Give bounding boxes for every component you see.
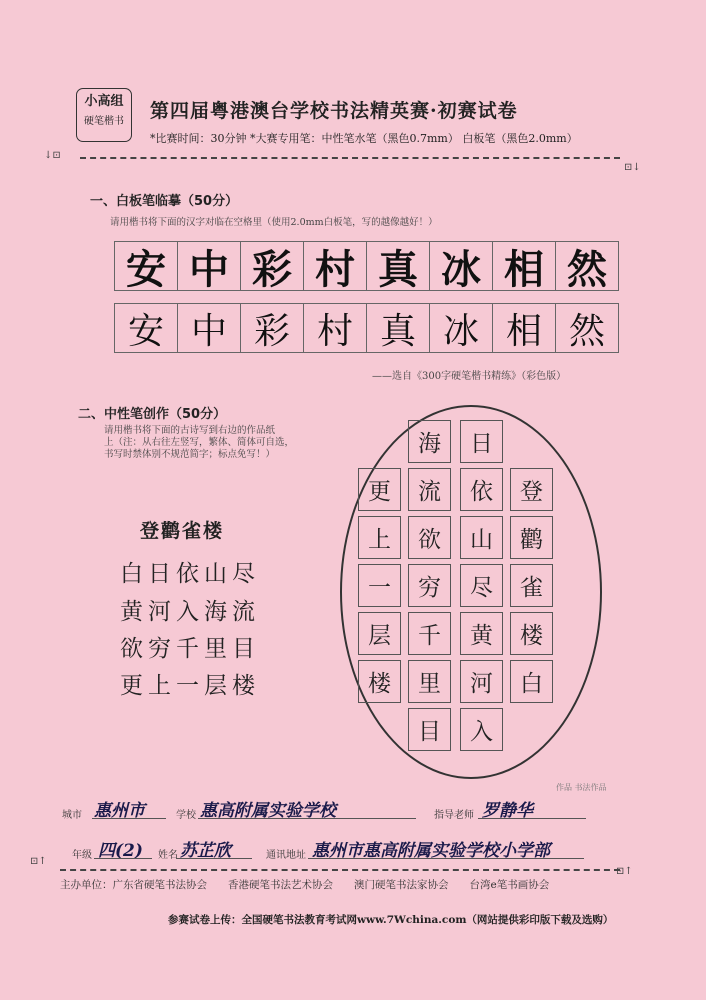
grid-char: 流 — [408, 468, 451, 511]
teacher-underline — [478, 818, 586, 819]
grid-char: 山 — [460, 516, 503, 559]
grade-underline — [94, 858, 152, 859]
address-label: 通讯地址 — [266, 850, 306, 861]
grid-char: 目 — [408, 708, 451, 751]
grid-char: 欲 — [408, 516, 451, 559]
teacher-label: 指导老师 — [434, 810, 474, 821]
grade-value: 四(2) — [98, 841, 143, 861]
model-char: 真 — [367, 241, 430, 291]
grid-char: 依 — [460, 468, 503, 511]
model-char: 安 — [114, 241, 178, 291]
grid-char: 白 — [510, 660, 553, 703]
grid-char: 更 — [358, 468, 401, 511]
city-underline — [92, 818, 166, 819]
school-label: 学校 — [176, 810, 196, 821]
model-char: 村 — [304, 241, 367, 291]
poem-line: 欲穷千里目 — [120, 636, 260, 662]
city-value: 惠州市 — [94, 801, 145, 821]
footer-divider — [60, 869, 620, 871]
model-char: 中 — [178, 241, 241, 291]
page-subtitle: *比赛时间：30分钟 *大赛专用笔：中性笔水笔（黑色0.7mm） 白板笔（黑色2.0mm） — [150, 132, 578, 145]
section1-instruction: 请用楷书将下面的汉字对临在空格里（使用2.0mm白板笔，写的越像越好！） — [110, 217, 438, 228]
address-value: 惠州市惠高附属实验学校小学部 — [312, 841, 550, 861]
grid-char: 河 — [460, 660, 503, 703]
group-label: 小高组 — [84, 94, 124, 109]
model-char: 然 — [556, 241, 619, 291]
grid-char: 鹳 — [510, 516, 553, 559]
grade-label: 年级 — [72, 850, 92, 861]
copied-char: 冰 — [430, 303, 493, 353]
grid-char: 层 — [358, 612, 401, 655]
grid-char: 上 — [358, 516, 401, 559]
corner-marker-right-top: ⊡↓ — [624, 162, 641, 173]
section1-source: ——选自《300字硬笔楷书精练》（彩色版） — [372, 371, 567, 382]
grid-char: 雀 — [510, 564, 553, 607]
poem-line: 黄河入海流 — [120, 599, 260, 625]
name-value: 苏芷欣 — [180, 841, 231, 861]
grid-char: 登 — [510, 468, 553, 511]
corner-marker-left-bottom: ⊡↑ — [30, 856, 47, 867]
grid-char: 日 — [460, 420, 503, 463]
grid-char: 穷 — [408, 564, 451, 607]
grid-char: 入 — [460, 708, 503, 751]
copied-char: 相 — [493, 303, 556, 353]
grid-char: 黄 — [460, 612, 503, 655]
copied-char: 村 — [304, 303, 367, 353]
copied-char: 彩 — [241, 303, 304, 353]
teacher-value: 罗静华 — [482, 801, 533, 821]
grid-char: 尽 — [460, 564, 503, 607]
instruction-line: 上（注：从右往左竖写，繁体、简体可自选， — [104, 437, 295, 448]
city-label: 城市 — [62, 810, 82, 821]
poem-title: 登鹳雀楼 — [140, 520, 225, 542]
grid-char: 海 — [408, 420, 451, 463]
organizers: 主办单位：广东省硬笔书法协会 香港硬笔书法艺术协会 澳门硬笔书法家协会 台湾e笔书画协会 — [60, 879, 550, 891]
corner-marker-left-top: ↓⊡ — [44, 150, 61, 161]
model-char: 冰 — [430, 241, 493, 291]
copied-char: 安 — [114, 303, 178, 353]
grid-char: 千 — [408, 612, 451, 655]
copied-char: 然 — [556, 303, 619, 353]
address-underline — [308, 858, 584, 859]
corner-marker-right-bottom: ⊡↑ — [616, 866, 633, 877]
name-underline — [176, 858, 252, 859]
page-title: 第四届粤港澳台学校书法精英赛·初赛试卷 — [150, 100, 518, 122]
model-char: 彩 — [241, 241, 304, 291]
section1-heading: 一、白板笔临摹（50分） — [90, 194, 239, 209]
grid-char: 里 — [408, 660, 451, 703]
model-char: 相 — [493, 241, 556, 291]
poem-line: 更上一层楼 — [120, 673, 260, 699]
poem-line: 白日依山尽 — [120, 561, 260, 587]
grid-char: 楼 — [510, 612, 553, 655]
instruction-line: 书写时禁体别不规范简字；标点免写！） — [104, 449, 276, 460]
upload-note: 参赛试卷上传：全国硬笔书法教育考试网www.7Wchina.com（网站提供彩印版下载及选购） — [168, 914, 614, 926]
grid-char: 楼 — [358, 660, 401, 703]
work-paper-note: 作品 书法作品 — [556, 783, 607, 792]
copied-char: 真 — [367, 303, 430, 353]
school-underline — [198, 818, 416, 819]
instruction-line: 请用楷书将下面的古诗写到右边的作品纸 — [104, 425, 276, 436]
grid-char: 一 — [358, 564, 401, 607]
group-sub: 硬笔楷书 — [84, 115, 124, 127]
section2-heading: 二、中性笔创作（50分） — [78, 407, 227, 422]
school-value: 惠高附属实验学校 — [200, 801, 336, 821]
copied-char: 中 — [178, 303, 241, 353]
name-label: 姓名 — [158, 850, 178, 861]
